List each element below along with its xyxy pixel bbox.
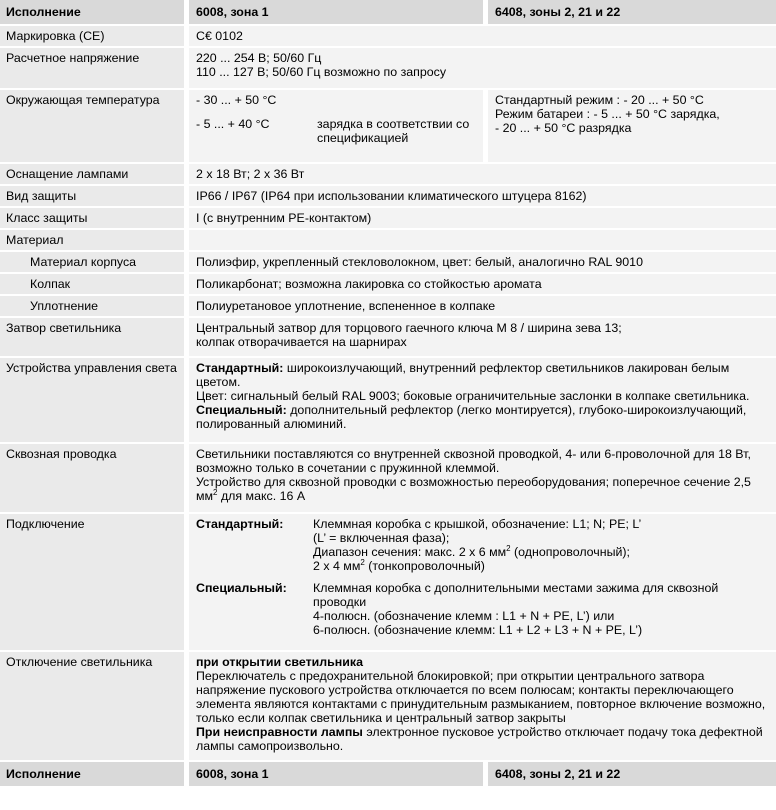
label-latch: Затвор светильника <box>0 318 184 356</box>
voltage-line1: 220 ... 254 В; 50/60 Гц <box>196 51 322 65</box>
row-connection <box>0 514 776 652</box>
header-zone1: 6008, зона 1 <box>189 0 483 24</box>
value-latch <box>189 318 776 356</box>
label-housing: Материал корпуса <box>0 252 184 272</box>
label-seal: Уплотнение <box>0 296 184 316</box>
row-latch <box>0 318 776 358</box>
value-lamps: 2 x 18 Вт; 2 x 36 Вт <box>189 164 776 184</box>
through-wiring-text1: Светильники поставляются со внутренней сквозной проводкой, 4- или 6-проволочной для 18 Вт, возможно только в сочетании с пружинной клеммой. <box>196 447 751 475</box>
header-row-bottom <box>0 762 776 788</box>
label-protection-class: Класс защиты <box>0 208 184 228</box>
label-marking: Маркировка (CE) <box>0 26 184 46</box>
connection-special: Специальный: Клеммная коробка с дополнительными местами зажима для сквозной проводки 4-полюсн. (обозначение клемм : L1 + N + PE, L’) или 6-полюсн. (обозначение клемм: L1 + L2 + L3 + N + PE, L’) <box>196 581 719 637</box>
temp-z1-line1: - 30 ... + 50 °C <box>196 93 277 107</box>
label-light-control: Устройства управления света <box>0 358 184 442</box>
row-cover <box>0 274 776 296</box>
row-seal <box>0 296 776 318</box>
row-marking <box>0 26 776 48</box>
disconnect-lamp-fault: При неисправности лампы электронное пусковое устройство отключает подачу тока дефектной лампы самопроизвольно. <box>196 725 763 753</box>
footer-zone2: 6408, зоны 2, 21 и 22 <box>488 762 776 786</box>
value-temperature-zone1 <box>189 90 483 162</box>
row-through-wiring <box>0 444 776 514</box>
value-through-wiring <box>189 444 776 512</box>
light-control-standard: Стандартный: широкоизлучающий, внутренний рефлектор светильников лакирован белым цветом. <box>196 361 730 389</box>
temp-z2-line3: - 20 ... + 50 °C разрядка <box>495 121 632 135</box>
label-material: Материал <box>0 230 184 250</box>
connection-standard: Стандартный: Клеммная коробка с крышкой, обозначение: L1; N; PE; L’ (L’ = включенная фаза); Диапазон сечения: макс. 2 x 6 $мм^2$ (однопроволочный); 2 x 4 $мм^2$ (тонкопроволочный) <box>196 517 642 573</box>
label-through-wiring: Сквозная проводка <box>0 444 184 512</box>
value-voltage <box>189 48 776 88</box>
latch-line1: Центральный затвор для торцового гаечного ключа M 8 / ширина зева 13; <box>196 321 622 335</box>
value-marking: C€ 0102 <box>189 26 776 46</box>
label-disconnect: Отключение светильника <box>0 652 184 760</box>
disconnect-head1: при открытии светильника <box>196 655 363 669</box>
row-voltage <box>0 48 776 90</box>
label-protection: Вид защиты <box>0 186 184 206</box>
header-label: Исполнение <box>0 0 184 24</box>
latch-line2: колпак отворачивается на шарнирах <box>196 335 407 349</box>
value-protection-class: I (с внутренним PE-контактом) <box>189 208 776 228</box>
value-cover: Поликарбонат; возможна лакировка со стойкостью аромата <box>189 274 776 294</box>
value-light-control <box>189 358 776 442</box>
value-material <box>189 230 776 250</box>
temp-z1-charge-range: - 5 ... + 40 °C <box>196 117 270 131</box>
value-protection: IP66 / IP67 (IP64 при использовании климатического штуцера 8162) <box>189 186 776 206</box>
through-wiring-text2: Устройство для сквозной проводки с возможностью переоборудования; поперечное сечение 2,5 $мм^2$ для макс. 16 A <box>196 475 751 503</box>
light-control-color: Цвет: сигнальный белый RAL 9003; боковые ограничительные заслонки в колпаке светильника. <box>196 389 750 403</box>
temp-z2-line2: Режим батареи : - 5 ... + 50 °C зарядка, <box>495 107 720 121</box>
label-connection: Подключение <box>0 514 184 650</box>
temp-z1-charge-note: зарядка в соответствии со спецификацией <box>317 117 470 145</box>
light-control-special: Специальный: дополнительный рефлектор (легко монтируется), глубоко-широкоизлучающий, полированный алюминий. <box>196 403 747 431</box>
value-housing: Полиэфир, укрепленный стекловолокном, цвет: белый, аналогично RAL 9010 <box>189 252 776 272</box>
row-housing <box>0 252 776 274</box>
row-disconnect <box>0 652 776 762</box>
row-material <box>0 230 776 252</box>
row-temperature <box>0 90 776 164</box>
value-disconnect <box>189 652 776 760</box>
header-row-top <box>0 0 776 26</box>
row-protection <box>0 186 776 208</box>
value-temperature-zone2 <box>488 90 776 162</box>
footer-label: Исполнение <box>0 762 184 786</box>
temp-z2-line1: Стандартный режим : - 20 ... + 50 °C <box>495 93 704 107</box>
row-protection-class <box>0 208 776 230</box>
value-seal: Полиуретановое уплотнение, вспененное в колпаке <box>189 296 776 316</box>
label-cover: Колпак <box>0 274 184 294</box>
row-light-control <box>0 358 776 444</box>
disconnect-text1: Переключатель с предохранительной блокировкой; при открытии центрального затвора напряжение пускового устройства отключается по всем полюсам; контакты переключающего элемента являются контактами с принудительным размыканием, повторное включение возможно, только если колпак светильника и центральный затвор закрыты <box>196 669 766 725</box>
row-lamps <box>0 164 776 186</box>
voltage-line2: 110 ... 127 В; 50/60 Гц возможно по запросу <box>196 65 447 79</box>
header-zone2: 6408, зоны 2, 21 и 22 <box>488 0 776 24</box>
footer-zone1: 6008, зона 1 <box>189 762 483 786</box>
label-lamps: Оснащение лампами <box>0 164 184 184</box>
label-temperature: Окружающая температура <box>0 90 184 162</box>
value-connection <box>189 514 776 650</box>
label-voltage: Расчетное напряжение <box>0 48 184 88</box>
